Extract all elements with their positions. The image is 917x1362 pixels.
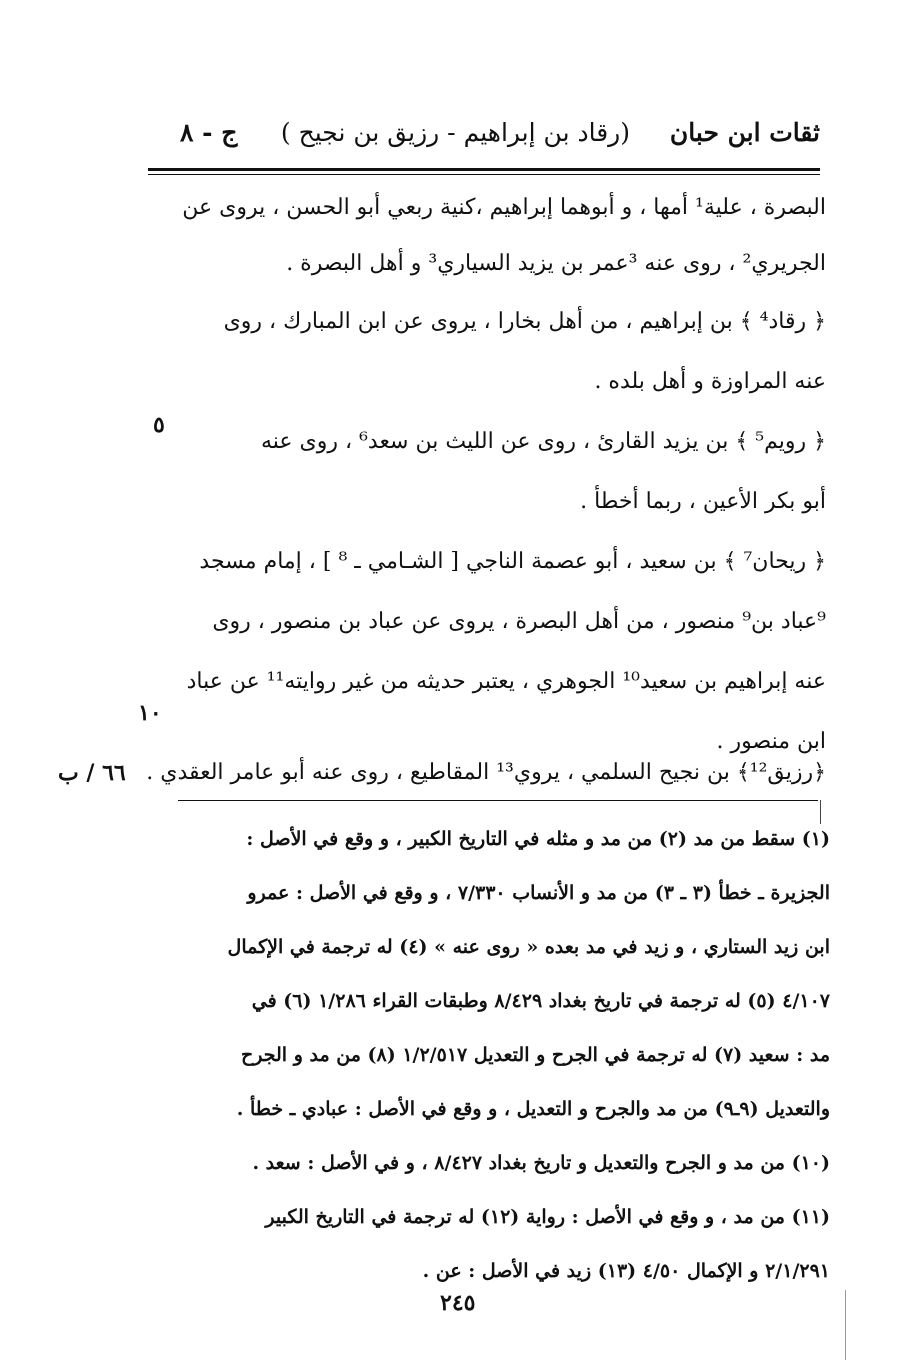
text-line: ﴿ ريحان⁷ ﴾ بن سعيد ، أبو عصمة الناجي [ الشـامي ـ ⁸ ] ، إمام مسجد [199,549,826,574]
text-line: عنه المراوزة و أهل بلده . [594,369,826,394]
folio-marker: ٦٦ / ب [58,760,126,786]
text-line: البصرة ، علية¹ أمها ، و أبوهما إبراهيم ،كنية ربعي أبو الحسن ، يروى عن [182,195,826,220]
text-line: أبو بكر الأعين ، ربما أخطأ . [580,489,826,514]
footnote-line: ابن زيد الستاري ، و زيد في مد بعده « روى عنه » (٤) له ترجمة في الإكمال [227,936,830,958]
text-line: ⁹عباد بن⁹ منصور ، من أهل البصرة ، يروى عن عباد بن منصور ، روى [212,609,826,634]
page-number: ٢٤٥ [440,1290,476,1316]
text-line: ابن منصور . [716,729,826,754]
footnote-line: (١١) من مد ، و وقع في الأصل : رواية (١٢) له ترجمة في التاريخ الكبير [265,1206,830,1228]
footnote-line: الجزيرة ـ خطأ (٣ ـ ٣) من مد و الأنساب ٧/٣٣٠ ، و وقع في الأصل : عمرو [247,882,830,904]
header-rule-thin [148,174,820,175]
header-rule-thick [148,168,820,171]
footnote-line: والتعديل (٩ـ٩) من مد والجرح و التعديل ، و وقع في الأصل : عبادي ـ خطأ . [236,1098,830,1120]
text-line: عنه إبراهيم بن سعيد¹⁰ الجوهري ، يعتبر حديثه من غير روايته¹¹ عن عباد [186,669,826,694]
scan-edge-line [845,1290,846,1360]
footnotes [170,812,830,1298]
footnote-line: (١) سقط من مد (٢) من مد و مثله في التاريخ الكبير ، و وقع في الأصل : [246,828,830,850]
text-line: الجريري² ، روى عنه ³عمر بن يزيد السياري³ و أهل البصرة . [286,251,826,276]
footnote-rule [178,800,818,801]
footnote-line: (١٠) من مد و الجرح والتعديل و تاريخ بغداد ٨/٤٢٧ ، و في الأصل : سعد . [252,1152,830,1174]
footnote-line: مد : سعيد (٧) له ترجمة في الجرح و التعديل ١/٢/٥١٧ (٨) من مد و الجرح [241,1044,830,1066]
footnote-line: ٢/١/٢٩١ و الإكمال ٤/٥٠ (١٣) زيد في الأصل : عن . [422,1260,830,1282]
header-title: ثقات ابن حبان [669,118,820,147]
main-text [120,180,826,772]
line-number-5: ٥ [153,412,165,438]
text-line: ﴿ رقاد⁴ ﴾ بن إبراهيم ، من أهل بخارا ، يروى عن ابن المبارك ، روى [223,309,826,334]
text-line: ﴿ رويم⁵ ﴾ بن يزيد القارئ ، روى عن الليث بن سعد⁶ ، روى عنه [260,429,826,454]
header-volume: ج - ٨ [180,118,238,147]
footnote-line: ٤/١٠٧ (٥) له ترجمة في تاريخ بغداد ٨/٤٢٩ وطبقات القراء ١/٢٨٦ (٦) في [251,990,830,1012]
line-number-10: ١٠ [138,700,162,726]
header-subtitle: (رقاد بن إبراهيم - رزيق بن نجيح ) [280,118,630,147]
running-header [170,112,820,158]
last-entry: ﴿رزيق¹²﴾ بن نجيح السلمي ، يروي¹³ المقاطيع ، روى عنه أبو عامر العقدي . [146,760,826,785]
